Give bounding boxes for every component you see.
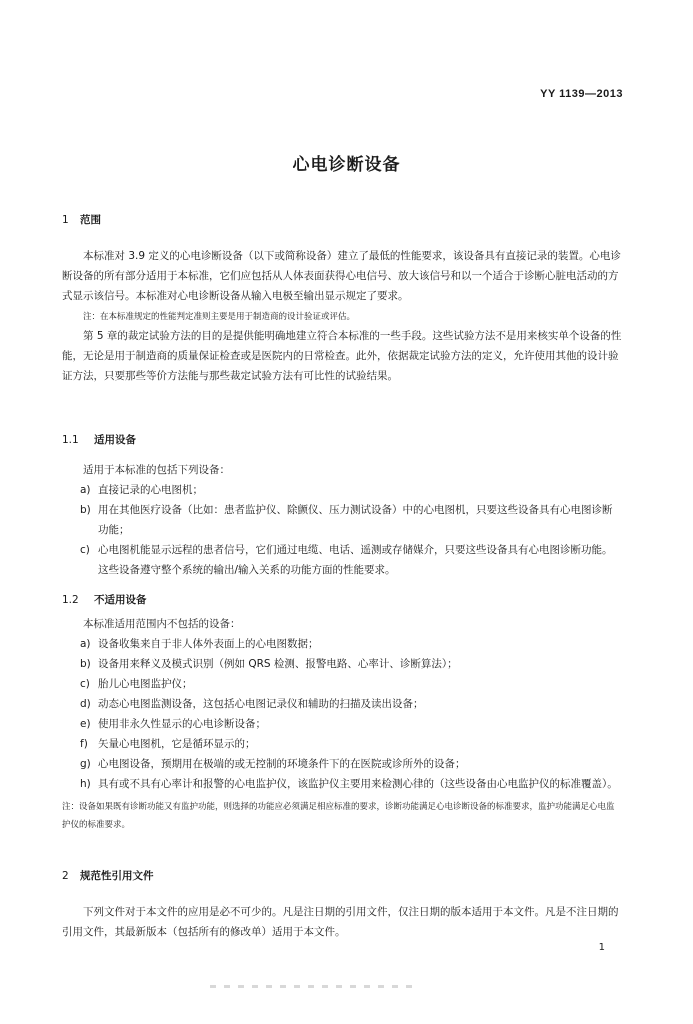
list-label: b) (80, 504, 91, 516)
list-text: 胎儿心电图监护仪； (98, 678, 193, 690)
section-number: 1 (62, 214, 69, 226)
section-1-1 (62, 432, 622, 447)
list-text: 用在其他医疗设备（比如：患者监护仪、除颤仪、压力测试设备）中的心电图机，只要这些设备具有心电图诊断功能； (98, 504, 613, 536)
list-label: e) (80, 718, 91, 730)
section-number: 1.1 (62, 434, 79, 446)
list-label: f) (80, 738, 88, 750)
list-text: 动态心电图监测设备，这包括心电图记录仪和辅助的扫描及读出设备； (98, 698, 424, 710)
list-text: 心电图设备，预期用在极端的或无控制的环境条件下的在医院或诊所外的设备； (98, 758, 466, 770)
section-2-heading (62, 868, 622, 883)
list-item (62, 714, 622, 734)
list-item (62, 480, 622, 500)
section-1-body (62, 246, 622, 386)
section-title: 范围 (80, 214, 101, 226)
section-number: 2 (62, 870, 69, 882)
section-title: 规范性引用文件 (80, 870, 154, 882)
section-number: 1.2 (62, 594, 79, 606)
list-item (62, 694, 622, 714)
list-item (62, 754, 622, 774)
paragraph: 本标准对 3.9 定义的心电诊断设备（以下或简称设备）建立了最低的性能要求，该设备具有直接记录的装置。心电诊断设备的所有部分适用于本标准，它们应包括从人体表面获得心电信号、放大该信号和以一个适合于诊断心脏电活动的方式显示该信号。本标准对心电诊断设备从输入电极至输出显示规定了要求。 (62, 250, 621, 302)
list-item (62, 774, 622, 794)
list-text: 设备收集来自于非人体外表面上的心电图数据； (98, 638, 319, 650)
list-label: g) (80, 758, 91, 770)
list-text: 使用非永久性显示的心电诊断设备； (98, 718, 266, 730)
document-title: 心电诊断设备 (292, 155, 401, 175)
list-label: h) (80, 778, 91, 790)
list-text: 直接记录的心电图机； (98, 484, 203, 496)
section-1 (62, 212, 622, 227)
list-text: 矢量心电图机，它是循环显示的； (98, 738, 256, 750)
list-text: 具有或不具有心率计和报警的心电监护仪，该监护仪主要用来检测心律的（这些设备由心电监护仪的标准覆盖）。 (98, 778, 618, 790)
section-1-2-heading (62, 592, 622, 607)
list-label: a) (80, 484, 91, 496)
list-item (62, 540, 622, 580)
list-label: d) (80, 698, 91, 710)
section-1-heading (62, 212, 622, 227)
list-label: c) (80, 678, 90, 690)
list-label: c) (80, 544, 90, 556)
section-1-1-heading (62, 432, 622, 447)
paragraph: 下列文件对于本文件的应用是必不可少的。凡是注日期的引用文件，仅注日期的版本适用于本文件。凡是不注日期的引用文件，其最新版本（包括所有的修改单）适用于本文件。 (62, 906, 619, 938)
note: 注：设备如果既有诊断功能又有监护功能，则选择的功能应必须满足相应标准的要求，诊断功能满足心电诊断设备的标准要求，监护功能满足心电监护仪的标准要求。 (62, 802, 615, 830)
list-item (62, 500, 622, 540)
list-item (62, 734, 622, 754)
page-number: 1 (598, 942, 605, 953)
list-label: a) (80, 638, 91, 650)
standard-code: YY 1139—2013 (540, 88, 623, 100)
paragraph: 适用于本标准的包括下列设备： (83, 464, 230, 476)
section-title: 不适用设备 (94, 594, 147, 606)
section-1-1-body (62, 460, 622, 580)
section-2-body (62, 902, 622, 942)
paragraph: 第 5 章的裁定试验方法的目的是提供能明确地建立符合本标准的一些手段。这些试验方法不是用来核实单个设备的性能，无论是用于制造商的质量保证检查或是医院内的日常检查。此外，依据裁定试验方法的定义，允许使用其他的设计验证方法，只要那些等价方法能与那些裁定试验方法有可比性的试验结果。 (62, 330, 622, 382)
section-title: 适用设备 (94, 434, 136, 446)
scan-artifact (210, 985, 420, 988)
list-item (62, 674, 622, 694)
section-2 (62, 868, 622, 883)
list-label: b) (80, 658, 91, 670)
list-item (62, 634, 622, 654)
list-item (62, 654, 622, 674)
section-1-2-body (62, 614, 622, 834)
paragraph: 本标准适用范围内不包括的设备： (83, 618, 241, 630)
note: 注：在本标准规定的性能判定准则主要是用于制造商的设计验证或评估。 (83, 312, 356, 322)
list-text: 心电图机能显示远程的患者信号，它们通过电缆、电话、遥测或存储媒介，只要这些设备具有心电图诊断功能。这些设备遵守整个系统的输出/输入关系的功能方面的性能要求。 (98, 544, 613, 576)
section-1-2 (62, 592, 622, 607)
list-text: 设备用来释义及模式识别（例如 QRS 检测、报警电路、心率计、诊断算法）； (98, 658, 458, 670)
